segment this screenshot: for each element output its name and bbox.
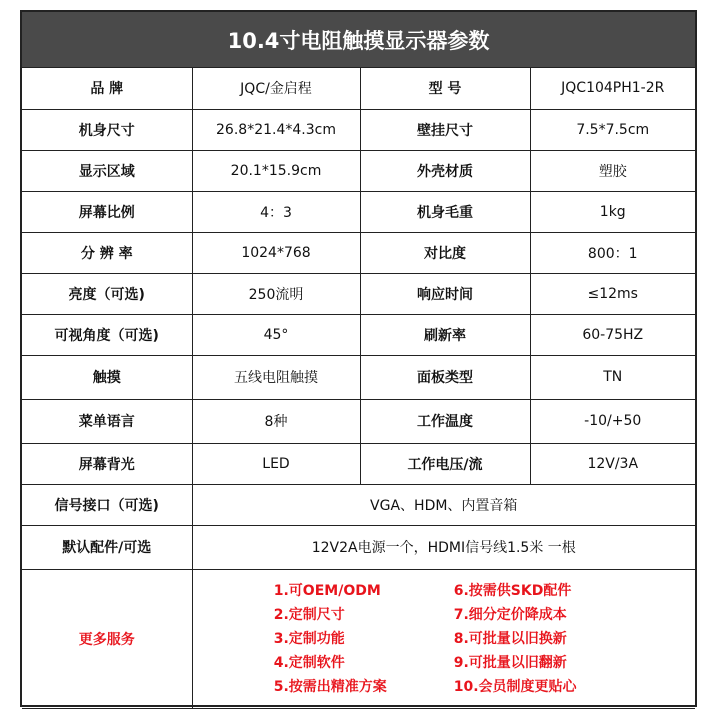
spec-value: 250流明 — [192, 273, 360, 314]
service-item: 5.按需出精准方案 — [273, 678, 387, 695]
table-row — [22, 109, 695, 150]
spec-value: 1024*768 — [192, 232, 360, 273]
spec-label: 默认配件/可选 — [22, 525, 192, 569]
spec-value: 12V2A电源一个，HDMI信号线1.5米 一根 — [192, 525, 695, 569]
spec-value: LED — [192, 443, 360, 484]
table-row — [22, 443, 695, 484]
service-item: 1.可OEM/ODM — [273, 582, 381, 599]
table-row — [22, 68, 695, 109]
spec-value: 五线电阻触摸 — [192, 355, 360, 399]
spec-value: ≤12ms — [530, 273, 695, 314]
spec-label: 屏幕比例 — [22, 191, 192, 232]
spec-value: 60-75HZ — [530, 314, 695, 355]
spec-value: 26.8*21.4*4.3cm — [192, 109, 360, 150]
page-title: 10.4寸电阻触摸显示器参数 — [22, 12, 695, 68]
spec-label: 机身毛重 — [360, 191, 530, 232]
spec-value: 45° — [192, 314, 360, 355]
spec-value: 20.1*15.9cm — [192, 150, 360, 191]
spec-value: -10/+50 — [530, 399, 695, 443]
service-item: 2.定制尺寸 — [273, 606, 345, 623]
service-item: 9.可批量以旧翻新 — [453, 654, 567, 671]
table-row-wide — [22, 484, 695, 525]
spec-value: JQC104PH1-2R — [530, 68, 695, 109]
table-row — [22, 150, 695, 191]
spec-value: 塑胶 — [530, 150, 695, 191]
spec-label: 响应时间 — [360, 273, 530, 314]
table-row — [22, 273, 695, 314]
spec-sheet — [20, 10, 697, 707]
spec-label: 触摸 — [22, 355, 192, 399]
spec-label: 菜单语言 — [22, 399, 192, 443]
spec-value: 12V/3A — [530, 443, 695, 484]
spec-value: TN — [530, 355, 695, 399]
services-list — [193, 581, 696, 697]
service-item: 7.细分定价降成本 — [453, 606, 567, 623]
spec-value: 800：1 — [530, 232, 695, 273]
service-item: 4.定制软件 — [273, 654, 345, 671]
spec-label: 工作温度 — [360, 399, 530, 443]
services-label: 更多服务 — [22, 569, 192, 708]
spec-label: 机身尺寸 — [22, 109, 192, 150]
spec-value: JQC/金启程 — [192, 68, 360, 109]
spec-table — [22, 68, 695, 709]
spec-label: 面板类型 — [360, 355, 530, 399]
spec-label: 亮度（可选) — [22, 273, 192, 314]
spec-label: 品 牌 — [22, 68, 192, 109]
services-cell — [192, 569, 695, 708]
spec-value: VGA、HDM、内置音箱 — [192, 484, 695, 525]
spec-label: 工作电压/流 — [360, 443, 530, 484]
spec-label: 可视角度（可选) — [22, 314, 192, 355]
table-row — [22, 355, 695, 399]
spec-label: 屏幕背光 — [22, 443, 192, 484]
spec-label: 刷新率 — [360, 314, 530, 355]
spec-label: 壁挂尺寸 — [360, 109, 530, 150]
spec-label: 显示区域 — [22, 150, 192, 191]
service-item: 10.会员制度更贴心 — [453, 678, 577, 695]
spec-label: 分 辨 率 — [22, 232, 192, 273]
table-row — [22, 232, 695, 273]
spec-value: 4：3 — [192, 191, 360, 232]
spec-value: 1kg — [530, 191, 695, 232]
service-item: 3.定制功能 — [273, 630, 345, 647]
spec-value: 7.5*7.5cm — [530, 109, 695, 150]
spec-value: 8种 — [192, 399, 360, 443]
services-row — [22, 569, 695, 708]
spec-label: 外壳材质 — [360, 150, 530, 191]
service-item: 8.可批量以旧换新 — [453, 630, 567, 647]
table-row — [22, 314, 695, 355]
table-row-wide — [22, 525, 695, 569]
spec-label: 信号接口（可选) — [22, 484, 192, 525]
service-item: 6.按需供SKD配件 — [453, 582, 572, 599]
table-row — [22, 191, 695, 232]
spec-label: 对比度 — [360, 232, 530, 273]
spec-label: 型 号 — [360, 68, 530, 109]
table-row — [22, 399, 695, 443]
